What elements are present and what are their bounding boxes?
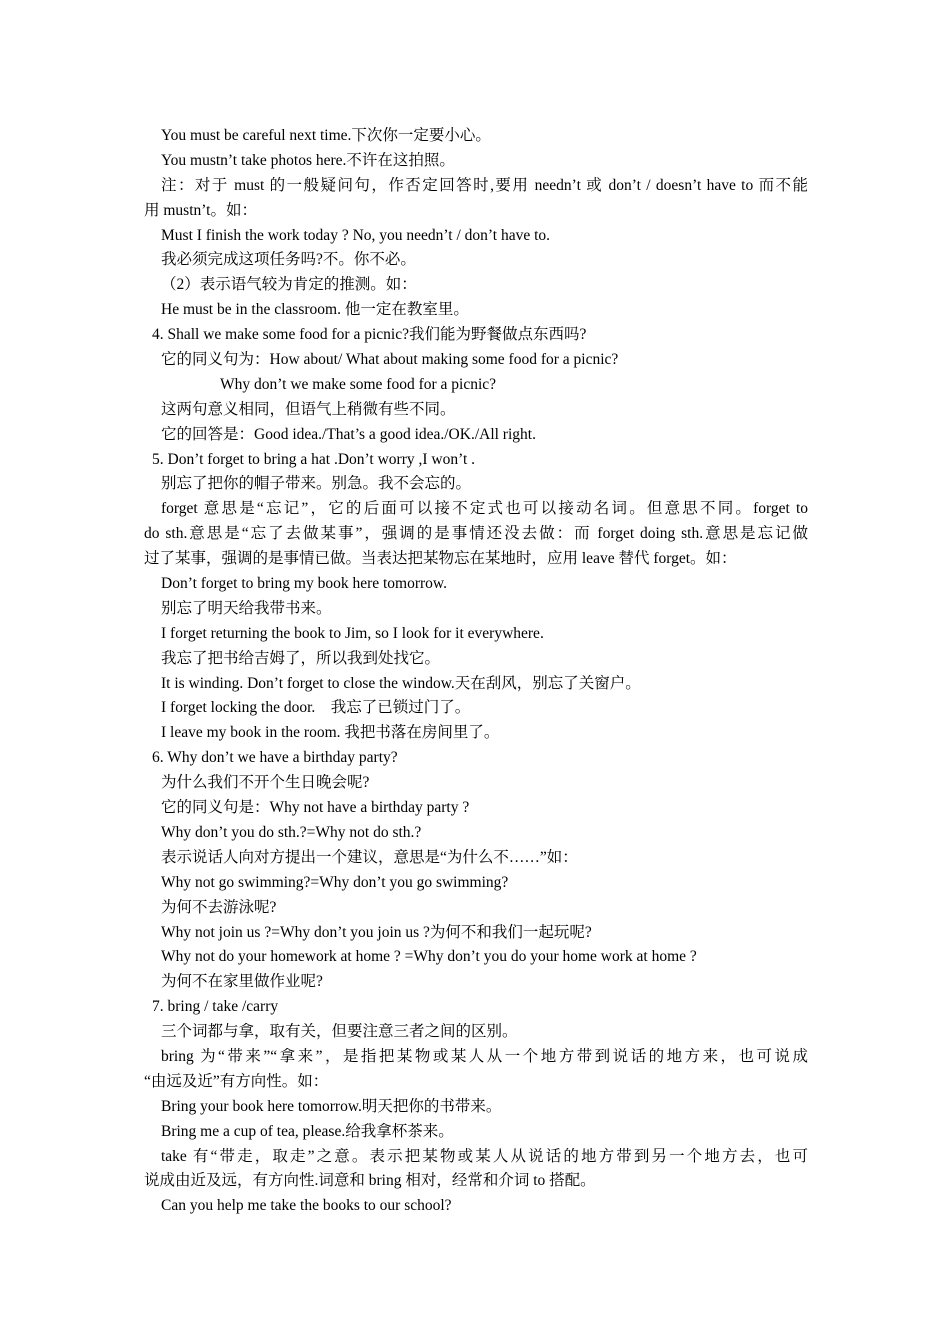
- text-line: Why don’t you do sth.?=Why not do sth.?: [161, 823, 422, 841]
- text-line: 过了某事，强调的是事情已做。当表达把某物忘在某地时，应用 leave 替代 forget。如：: [144, 550, 737, 568]
- text-line: You mustn’t take photos here.不许在这拍照。: [161, 151, 455, 169]
- text-line: 注：对于 must 的一般疑问句，作否定回答时,要用 needn’t 或 don’t / doesn’t have to 而不能: [161, 176, 808, 194]
- text-line: 6. Why don’t we have a birthday party?: [152, 749, 398, 767]
- document-body: [144, 124, 808, 1219]
- text-line: Why not do your homework at home ? =Why don’t you do your home work at home ?: [161, 948, 697, 966]
- text-line: 别忘了明天给我带书来。: [161, 599, 332, 617]
- text-line: 7. bring / take /carry: [152, 998, 279, 1016]
- text-line: It is winding. Don’t forget to close the window.天在刮风，别忘了关窗户。: [161, 674, 641, 692]
- text-line: 它的同义句为：How about/ What about making some food for a picnic?: [161, 351, 619, 369]
- text-line: 三个词都与拿，取有关，但要注意三者之间的区别。: [161, 1023, 518, 1041]
- text-line: 它的回答是：Good idea./That’s a good idea./OK./All right.: [161, 425, 536, 443]
- text-line: 4. Shall we make some food for a picnic?我们能为野餐做点东西吗?: [152, 326, 587, 344]
- text-line: bring 为“带来”“拿来”，是指把某物或某人从一个地方带到说话的地方来，也可说成: [161, 1047, 808, 1065]
- text-line: 它的同义句是：Why not have a birthday party ?: [161, 799, 470, 817]
- text-line: 5. Don’t forget to bring a hat .Don’t worry ,I won’t .: [152, 450, 476, 468]
- text-line: 表示说话人向对方提出一个建议，意思是“为什么不……”如：: [161, 848, 578, 866]
- text-line: Don’t forget to bring my book here tomorrow.: [161, 575, 447, 593]
- text-line: “由远及近”有方向性。如：: [144, 1072, 329, 1090]
- text-line: 用 mustn’t。如：: [144, 201, 257, 219]
- text-line: （2）表示语气较为肯定的推测。如：: [161, 276, 417, 294]
- text-line: Why not join us ?=Why don’t you join us ?为何不和我们一起玩呢?: [161, 923, 592, 941]
- text-line: do sth.意思是“忘了去做某事”，强调的是事情还没去做：而 forget doing sth.意思是忘记做: [144, 525, 808, 543]
- text-line: He must be in the classroom. 他一定在教室里。: [161, 301, 469, 319]
- text-line: Why don’t we make some food for a picnic?: [220, 375, 497, 393]
- text-line: forget 意思是“忘记”，它的后面可以接不定式也可以接动名词。但意思不同。forget to: [161, 500, 808, 518]
- text-line: 为什么我们不开个生日晚会呢?: [161, 774, 370, 792]
- text-line: I forget locking the door. 我忘了已锁过门了。: [161, 699, 471, 717]
- text-line: 说成由近及远，有方向性.词意和 bring 相对，经常和介词 to 搭配。: [144, 1172, 596, 1190]
- text-line: I leave my book in the room. 我把书落在房间里了。: [161, 724, 500, 742]
- text-line: Why not go swimming?=Why don’t you go swimming?: [161, 873, 509, 891]
- text-line: Must I finish the work today ? No, you needn’t / don’t have to.: [161, 226, 551, 244]
- text-line: 我必须完成这项任务吗?不。你不必。: [161, 251, 416, 269]
- text-line: 为何不在家里做作业呢?: [161, 973, 323, 991]
- text-line: 这两句意义相同，但语气上稍微有些不同。: [161, 400, 456, 418]
- text-line: 别忘了把你的帽子带来。别急。我不会忘的。: [161, 475, 472, 493]
- text-line: Bring your book here tomorrow.明天把你的书带来。: [161, 1097, 502, 1115]
- text-line: I forget returning the book to Jim, so I look for it everywhere.: [161, 624, 544, 642]
- text-line: 为何不去游泳呢?: [161, 898, 277, 916]
- text-line: 我忘了把书给吉姆了，所以我到处找它。: [161, 649, 441, 667]
- text-line: take 有“带走，取走”之意。表示把某物或某人从说话的地方带到另一个地方去，也可: [161, 1147, 808, 1165]
- text-line: Bring me a cup of tea, please.给我拿杯茶来。: [161, 1122, 454, 1140]
- text-line: Can you help me take the books to our school?: [161, 1197, 452, 1215]
- text-line: You must be careful next time.下次你一定要小心。: [161, 127, 491, 144]
